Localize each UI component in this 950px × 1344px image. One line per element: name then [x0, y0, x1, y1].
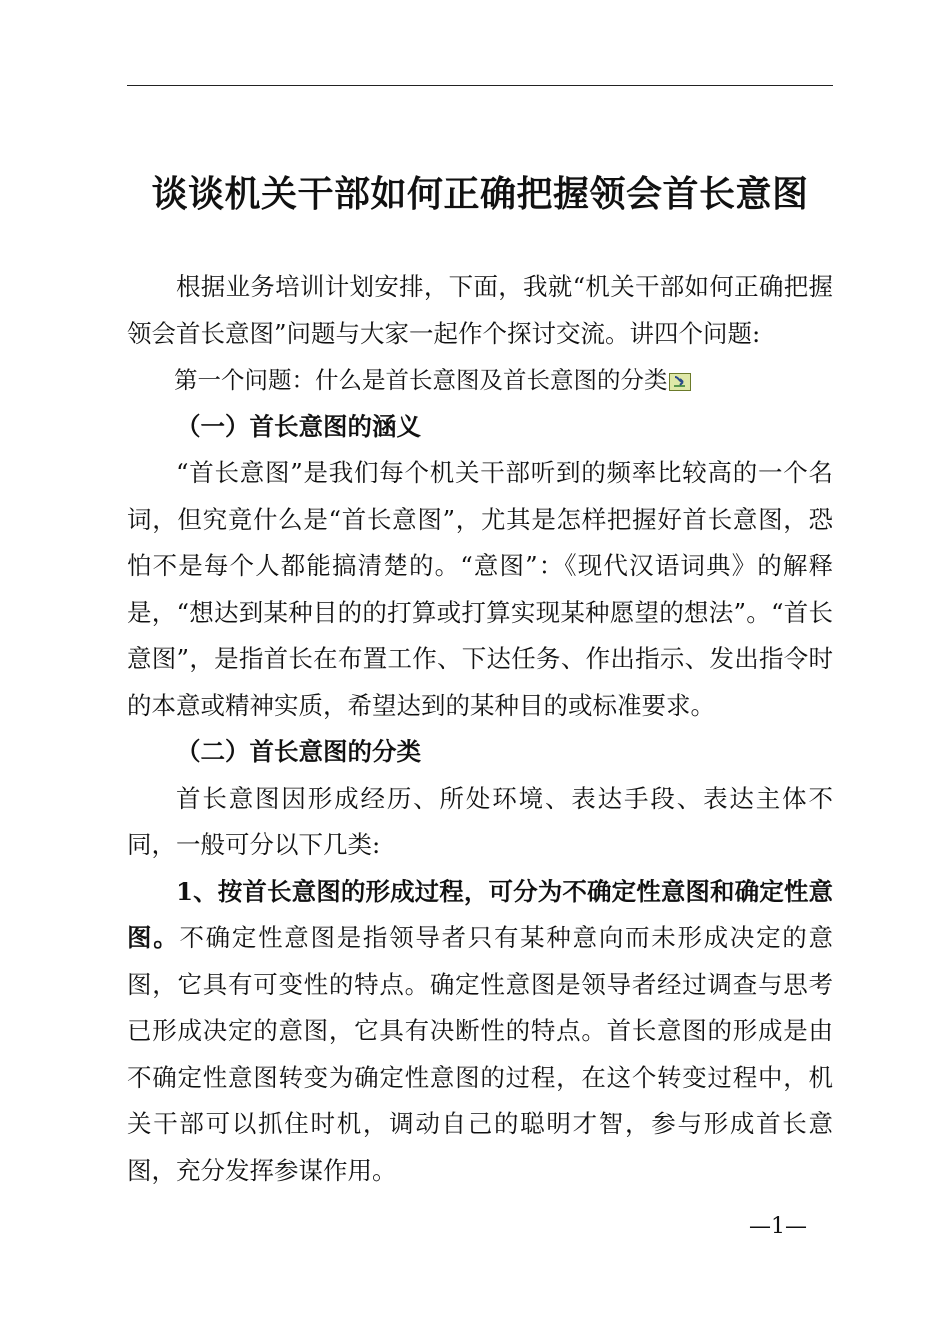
document-title: 谈谈机关干部如何正确把握领会首长意图 [151, 173, 809, 215]
subsection2-heading: （二）首长意图的分类 [176, 737, 421, 766]
header-rule [127, 85, 833, 86]
item1-body: 不确定性意图是指领导者只有某种意向而未形成决定的意图，它具有可变性的特点。确定性意图是领导者经过调查与思考已形成决定的意图，它具有决断性的特点。首长意图的形成是由不确定性意图转变为确定性意图的过程，在这个转变过程中，机关干部可以抓住时机，调动自己的聪明才智，参与形成首长意图，充分发挥参谋作用。 [127, 923, 834, 1185]
hyperlink-icon[interactable] [669, 373, 691, 391]
intro-paragraph: 根据业务培训计划安排，下面，我就“机关干部如何正确把握领会首长意图”问题与大家一起作个探讨交流。讲四个问题: [127, 272, 833, 348]
section1-heading-text: 第一个问题：什么是首长意图及首长意图的分类 [174, 366, 668, 394]
document-body [127, 264, 833, 1194]
subsection1-paragraph: “首长意图”是我们每个机关干部听到的频率比较高的一个名词，但究竟什么是“首长意图”，尤其是怎样把握好首长意图，恐怕不是每个人都能搞清楚的。“意图”：《现代汉语词典》的解释是，“想达到某种目的的打算或打算实现某种愿望的想法”。“首长意图”，是指首长在布置工作、下达任务、作出指示、发出指令时的本意或精神实质，希望达到的某种目的或标准要求。 [127, 458, 833, 720]
subsection2-paragraph: 首长意图因形成经历、所处环境、表达手段、表达主体不同，一般可分以下几类: [127, 783, 833, 859]
subsection1-heading: （一）首长意图的涵义 [176, 411, 421, 441]
section1-heading [127, 357, 833, 404]
item1-lead: 1、按首长意图的形成过程，可分为不确定性意图和确定性意图。 [127, 876, 833, 952]
page-number: —1— [749, 1214, 807, 1239]
item1-paragraph [127, 869, 833, 1195]
